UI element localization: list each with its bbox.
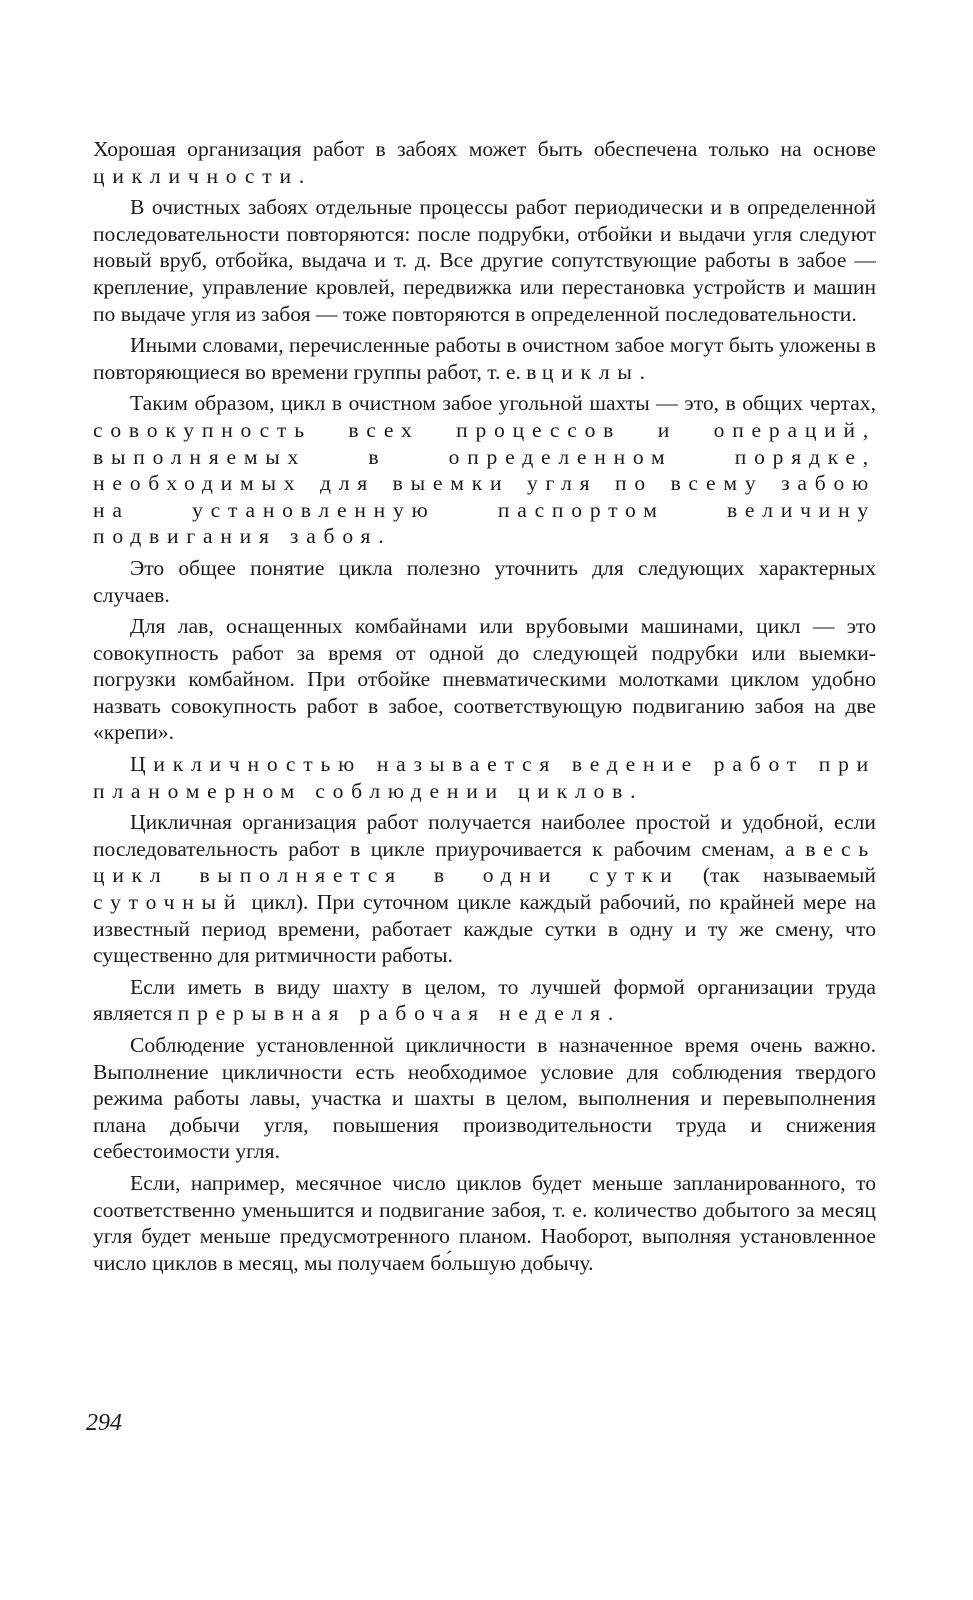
text-run: . [378, 524, 384, 549]
page-body [93, 136, 876, 1281]
paragraph [93, 555, 876, 608]
text-run: . [639, 359, 646, 384]
paragraph [93, 194, 876, 327]
text-run: . [630, 778, 636, 803]
paragraph [93, 751, 876, 804]
spaced-emphasis-text: весь цикл выполняется в одни сутки [93, 836, 876, 888]
text-run: цикл). При суточном цикле каждый рабочий, по крайней мере на известный период времени, работает каждые сутки в одну и ту же смену, что существенно для ритмичности работы. [93, 890, 876, 968]
text-run: Хорошая организация работ в забоях может быть обеспечена только на основе [93, 137, 876, 161]
text-run: . [607, 1001, 614, 1026]
text-run: Таким образом, цикл в очистном забое угольной шахты — это, в общих чертах, [130, 391, 876, 416]
text-run: В очистных забоях отдельные процессы работ периодически и в определенной последовательности повторяются: после подрубки, отбойки и выдачи угля следуют новый вруб, отбойка, выдача и т. д. Все другие сопутствующие работы в забое — крепление, управление кровлей, передвижка или перестановка устройств и машин по выдаче угля из забоя — тоже повторяются в определенной последовательности. [93, 195, 876, 326]
spaced-emphasis-text: суточный [93, 890, 244, 915]
spaced-emphasis-text: Цикличностью называется ведение работ при планомерном соблюдении циклов [93, 752, 876, 803]
paragraph [93, 974, 876, 1027]
spaced-emphasis-text: прерывная рабочая неделя [177, 1001, 608, 1026]
text-run: Это общее понятие цикла полезно уточнить для следующих характерных случаев. [93, 555, 876, 607]
spaced-emphasis-text: совокупность всех процессов и операций, выполняемых в определенном порядке, необходимых для выемки угля по всему забою на установленную паспортом величину подвигания забоя [93, 417, 876, 549]
paragraph [93, 332, 876, 385]
text-run: Соблюдение установленной цикличности в назначенное время очень важно. Выполнение цикличности есть необходимое условие для соблюдения твердого режима работы лавы, участка и шахты в целом, выполнения и перевыполнения плана добычи угля, повышения производительности труда и снижения себестоимости угля. [93, 1033, 876, 1164]
text-run: Иными словами, перечисленные работы в очистном забое могут быть уложены в повторяющиеся во времени группы работ, т. е. в [93, 333, 876, 384]
paragraph [93, 613, 876, 746]
paragraph [93, 136, 876, 189]
text-run: Для лав, оснащенных комбайнами или врубовыми машинами, цикл — это совокупность работ за время от одной до следующей подрубки или выемки-погрузки комбайном. При отбойке пневматическими молотками циклом удобно назвать совокупность работ в забое, соответствующую подвиганию забоя на две «крепи». [93, 614, 876, 745]
paragraph [93, 1170, 876, 1276]
text-run: (так называемый [679, 863, 876, 888]
spaced-emphasis-text: циклы [541, 359, 640, 384]
text-run: Если иметь в виду шахту в целом, то лучшей формой организации труда является [93, 974, 876, 1026]
text-run: Цикличная организация работ получается наиболее простой и удобной, если последовательность работ в цикле приурочивается к рабочим сменам, а [93, 810, 876, 861]
paragraph [93, 390, 876, 550]
paragraph [93, 809, 876, 969]
spaced-emphasis-text: цикличности [93, 163, 299, 188]
paragraph [93, 1032, 876, 1165]
page-number: 294 [86, 1410, 122, 1436]
text-run: . [298, 163, 305, 188]
text-run: Если, например, месячное число циклов будет меньше запланированного, то соответственно уменьшится и подвигание забоя, т. е. количество добытого за месяц угля будет меньше предусмотренного планом. Наоборот, выполняя установленное число циклов в месяц, мы получаем бо́льшую добычу. [93, 1170, 876, 1275]
